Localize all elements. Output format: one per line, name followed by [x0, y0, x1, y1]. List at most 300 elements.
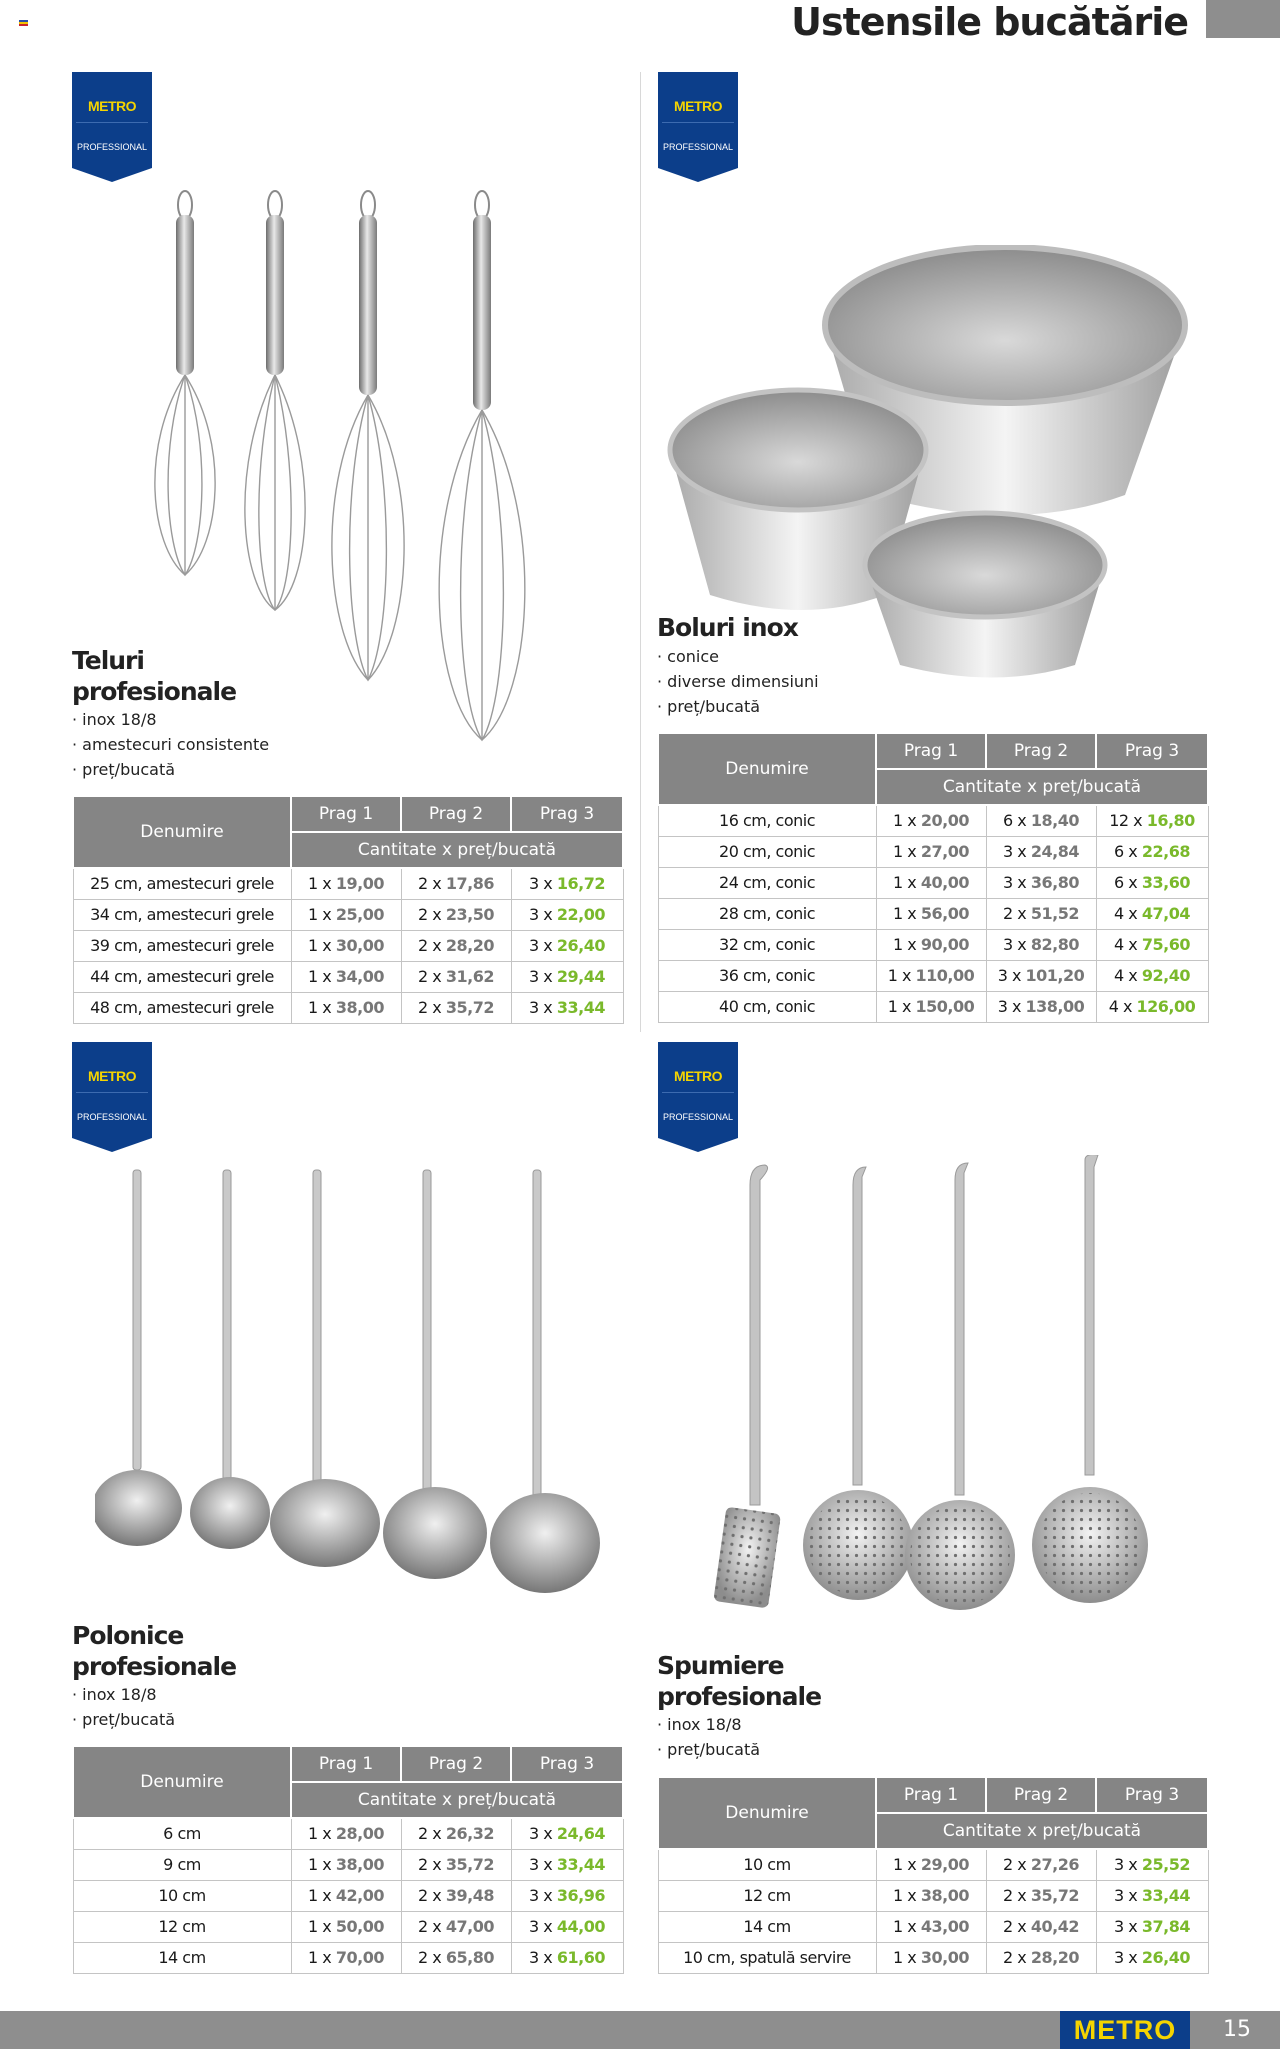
badge-subtitle: PROFESSIONAL	[76, 142, 148, 152]
metro-logo	[1060, 2011, 1190, 2049]
quantity: 4 x	[1114, 966, 1142, 985]
unit-price: 30,00	[920, 1948, 969, 1967]
quantity: 2 x	[1003, 1948, 1031, 1967]
page-number: 15	[1223, 2017, 1251, 2042]
quantity: 3 x	[529, 1824, 557, 1844]
product-title-line: Boluri inox	[657, 613, 798, 642]
feature-item: · inox 18/8	[72, 1685, 157, 1704]
tier-1-price	[291, 992, 401, 1023]
table-row	[658, 991, 1208, 1022]
item-name: 10 cm, spatulă servire	[658, 1942, 876, 1973]
tier-3-price	[1096, 1911, 1208, 1942]
quantity: 1 x	[887, 997, 916, 1016]
table-row	[658, 1849, 1208, 1880]
unit-price: 24,84	[1030, 842, 1079, 861]
unit-price: 33,44	[556, 998, 605, 1017]
quantity: 3 x	[529, 905, 557, 924]
unit-price: 82,80	[1030, 935, 1079, 954]
item-name: 44 cm, amestecuri grele	[73, 961, 291, 992]
unit-price: 51,52	[1030, 904, 1079, 923]
tier-1-price	[291, 868, 401, 899]
feature-item: · inox 18/8	[657, 1715, 742, 1734]
unit-price: 33,44	[1141, 1886, 1190, 1905]
tier-2-price	[401, 899, 511, 930]
quantity: 12 x	[1109, 811, 1147, 831]
unit-price: 28,20	[1030, 1948, 1079, 1967]
tier-1-price	[876, 929, 986, 960]
quantity: 1 x	[887, 966, 916, 985]
metro-professional-badge	[658, 1042, 738, 1154]
tier-2-price	[401, 868, 511, 899]
romania-flag-icon	[19, 20, 28, 26]
tier-1-price	[291, 1880, 401, 1911]
table-row	[658, 867, 1208, 898]
tier-3-price	[511, 1942, 623, 1973]
tier-2-price	[401, 1818, 511, 1849]
quantity: 1 x	[893, 873, 921, 892]
item-name: 25 cm, amestecuri grele	[73, 868, 291, 899]
unit-price: 22,00	[556, 905, 605, 924]
metro-logo-text: METRO	[1073, 2015, 1177, 2045]
tier-2-price	[401, 1911, 511, 1942]
tier-1-price	[876, 805, 986, 836]
tier-2-price	[986, 929, 1096, 960]
header-tier1: Prag 1	[291, 1746, 401, 1782]
ladles-image	[95, 1168, 625, 1603]
unit-price: 44,00	[556, 1917, 605, 1936]
tier-3-price	[1096, 1849, 1208, 1880]
unit-price: 30,00	[335, 936, 384, 955]
item-name: 12 cm	[658, 1880, 876, 1911]
unit-price: 126,00	[1136, 997, 1196, 1016]
quantity: 1 x	[893, 904, 921, 923]
tier-1-price	[291, 1849, 401, 1880]
product-title-line: profesionale	[72, 677, 237, 706]
quantity: 1 x	[308, 998, 336, 1017]
unit-price: 47,00	[445, 1917, 494, 1936]
product-title	[657, 1650, 821, 1712]
unit-price: 38,00	[335, 998, 384, 1017]
unit-price: 28,00	[335, 1824, 384, 1844]
quantity: 1 x	[308, 1855, 336, 1874]
header-tier2: Prag 2	[986, 1777, 1096, 1813]
tier-2-price	[986, 867, 1096, 898]
badge-brand: METRO	[673, 1068, 723, 1084]
quantity: 6 x	[1114, 873, 1142, 892]
product-features	[72, 1682, 175, 1732]
quantity: 3 x	[529, 1917, 557, 1936]
quantity: 3 x	[1003, 842, 1031, 861]
unit-price: 101,20	[1025, 966, 1085, 985]
unit-price: 39,48	[445, 1886, 494, 1905]
feature-item: · conice	[657, 647, 719, 666]
unit-price: 33,44	[556, 1855, 605, 1874]
header-name: Denumire	[73, 1746, 291, 1818]
unit-price: 26,40	[1141, 1948, 1190, 1967]
item-name: 14 cm	[658, 1911, 876, 1942]
quantity: 3 x	[1003, 935, 1031, 954]
tier-3-price	[511, 992, 623, 1023]
tier-2-price	[986, 991, 1096, 1022]
unit-price: 110,00	[915, 966, 975, 985]
feature-item: · amestecuri consistente	[72, 735, 270, 754]
price-table	[657, 1776, 1209, 1974]
unit-price: 70,00	[335, 1948, 384, 1967]
tier-3-price	[1096, 1942, 1208, 1973]
quantity: 2 x	[418, 1886, 446, 1905]
tier-2-price	[986, 898, 1096, 929]
table-row	[658, 960, 1208, 991]
product-title-line: Polonice	[72, 1621, 184, 1650]
product-title	[72, 645, 236, 707]
tier-3-price	[1096, 867, 1208, 898]
header-name: Denumire	[658, 1777, 876, 1849]
unit-price: 65,80	[445, 1948, 494, 1967]
tier-1-price	[291, 1818, 401, 1849]
tier-2-price	[986, 1849, 1096, 1880]
badge-brand: METRO	[87, 1068, 137, 1084]
quantity: 6 x	[1114, 842, 1142, 861]
tier-1-price	[876, 960, 986, 991]
tier-2-price	[401, 1849, 511, 1880]
price-table	[72, 795, 624, 1024]
tier-2-price	[401, 1942, 511, 1973]
table-row	[658, 805, 1208, 836]
skimmers-image	[690, 1155, 1160, 1615]
tier-1-price	[876, 1880, 986, 1911]
quantity: 3 x	[529, 936, 557, 955]
metro-professional-badge	[72, 1042, 152, 1154]
tier-3-price	[1096, 805, 1208, 836]
unit-price: 23,50	[445, 905, 494, 924]
quantity: 1 x	[893, 842, 921, 861]
unit-price: 33,60	[1141, 873, 1190, 892]
tier-2-price	[986, 1911, 1096, 1942]
unit-price: 29,44	[556, 967, 605, 986]
quantity: 2 x	[1003, 1917, 1031, 1936]
table-row	[658, 1942, 1208, 1973]
tier-2-price	[401, 961, 511, 992]
header-tier3: Prag 3	[1096, 1777, 1208, 1813]
item-name: 40 cm, conic	[658, 991, 876, 1022]
feature-item: · preț/bucată	[72, 1710, 176, 1729]
tier-3-price	[511, 1818, 623, 1849]
unit-price: 16,80	[1146, 811, 1195, 831]
unit-price: 150,00	[915, 997, 975, 1016]
tier-1-price	[291, 1942, 401, 1973]
table-row	[73, 961, 623, 992]
item-name: 39 cm, amestecuri grele	[73, 930, 291, 961]
item-name: 16 cm, conic	[658, 805, 876, 836]
unit-price: 27,26	[1030, 1855, 1079, 1875]
item-name: 20 cm, conic	[658, 836, 876, 867]
product-features	[657, 644, 819, 719]
header-tier2: Prag 2	[401, 796, 511, 832]
header-sub: Cantitate x preț/bucată	[876, 769, 1208, 805]
header-tier3: Prag 3	[1096, 733, 1208, 769]
header-tier3: Prag 3	[511, 796, 623, 832]
badge-subtitle: PROFESSIONAL	[76, 1112, 148, 1122]
item-name: 34 cm, amestecuri grele	[73, 899, 291, 930]
item-name: 32 cm, conic	[658, 929, 876, 960]
unit-price: 92,40	[1141, 966, 1190, 985]
tier-1-price	[876, 991, 986, 1022]
tier-1-price	[876, 867, 986, 898]
page-title: Ustensile bucătărie	[791, 0, 1188, 44]
product-title-line: Spumiere	[657, 1651, 784, 1680]
unit-price: 38,00	[920, 1886, 969, 1905]
unit-price: 17,86	[445, 874, 494, 894]
header-sub: Cantitate x preț/bucată	[291, 832, 623, 868]
unit-price: 20,00	[920, 811, 969, 831]
quantity: 3 x	[1114, 1855, 1142, 1875]
tier-2-price	[986, 1880, 1096, 1911]
column-divider	[640, 72, 641, 1032]
quantity: 1 x	[893, 1948, 921, 1967]
tier-2-price	[986, 1942, 1096, 1973]
metro-professional-badge	[72, 72, 152, 184]
quantity: 1 x	[308, 967, 336, 986]
tier-2-price	[986, 960, 1096, 991]
table-row	[73, 992, 623, 1023]
tier-1-price	[291, 961, 401, 992]
unit-price: 31,62	[445, 967, 494, 986]
table-row	[658, 898, 1208, 929]
quantity: 1 x	[308, 1886, 336, 1905]
quantity: 1 x	[893, 811, 921, 831]
unit-price: 56,00	[920, 904, 969, 923]
metro-professional-badge	[658, 72, 738, 184]
table-row	[658, 929, 1208, 960]
quantity: 2 x	[1003, 1855, 1031, 1875]
badge-brand: METRO	[673, 98, 723, 114]
unit-price: 47,04	[1141, 904, 1190, 923]
feature-item: · inox 18/8	[72, 710, 157, 729]
unit-price: 29,00	[920, 1855, 969, 1875]
product-features	[657, 1712, 760, 1762]
quantity: 4 x	[1108, 997, 1137, 1016]
quantity: 1 x	[308, 1948, 336, 1967]
tier-1-price	[876, 1911, 986, 1942]
quantity: 2 x	[418, 936, 446, 955]
item-name: 14 cm	[73, 1942, 291, 1973]
tier-3-price	[1096, 1880, 1208, 1911]
quantity: 3 x	[997, 966, 1026, 985]
unit-price: 40,42	[1030, 1917, 1079, 1936]
table-row	[73, 868, 623, 899]
quantity: 1 x	[308, 905, 336, 924]
quantity: 2 x	[418, 1824, 446, 1844]
unit-price: 35,72	[1030, 1886, 1079, 1905]
tier-2-price	[986, 805, 1096, 836]
unit-price: 25,00	[335, 905, 384, 924]
unit-price: 26,32	[445, 1824, 494, 1844]
item-name: 12 cm	[73, 1911, 291, 1942]
quantity: 1 x	[308, 1824, 336, 1844]
quantity: 1 x	[308, 874, 336, 894]
tier-3-price	[1096, 991, 1208, 1022]
tier-3-price	[1096, 960, 1208, 991]
item-name: 6 cm	[73, 1818, 291, 1849]
quantity: 2 x	[418, 905, 446, 924]
quantity: 2 x	[418, 1917, 446, 1936]
tier-1-price	[876, 1849, 986, 1880]
price-table	[657, 732, 1209, 1023]
unit-price: 43,00	[920, 1917, 969, 1936]
title-accent-bar	[1206, 0, 1280, 38]
unit-price: 37,84	[1141, 1917, 1190, 1936]
quantity: 1 x	[893, 1886, 921, 1905]
quantity: 3 x	[529, 967, 557, 986]
quantity: 2 x	[418, 1855, 446, 1874]
unit-price: 61,60	[556, 1948, 605, 1967]
tier-1-price	[876, 836, 986, 867]
feature-item: · preț/bucată	[72, 760, 176, 779]
feature-item: · diverse dimensiuni	[657, 672, 819, 691]
unit-price: 24,64	[556, 1824, 605, 1844]
quantity: 3 x	[529, 1948, 557, 1967]
table-row	[658, 1880, 1208, 1911]
item-name: 10 cm	[658, 1849, 876, 1880]
unit-price: 19,00	[335, 874, 384, 894]
unit-price: 28,20	[445, 936, 494, 955]
quantity: 3 x	[529, 1855, 557, 1874]
product-title	[657, 612, 798, 643]
unit-price: 42,00	[335, 1886, 384, 1905]
quantity: 3 x	[1114, 1948, 1142, 1967]
header-name: Denumire	[658, 733, 876, 805]
quantity: 3 x	[1114, 1917, 1142, 1936]
tier-3-price	[511, 1911, 623, 1942]
quantity: 1 x	[893, 1917, 921, 1936]
badge-brand: METRO	[87, 98, 137, 114]
header-tier1: Prag 1	[876, 733, 986, 769]
tier-3-price	[511, 930, 623, 961]
quantity: 3 x	[529, 998, 557, 1017]
tier-2-price	[986, 836, 1096, 867]
item-name: 24 cm, conic	[658, 867, 876, 898]
tier-3-price	[511, 1849, 623, 1880]
tier-3-price	[1096, 836, 1208, 867]
quantity: 2 x	[418, 998, 446, 1017]
quantity: 3 x	[529, 874, 557, 894]
unit-price: 27,00	[920, 842, 969, 861]
item-name: 36 cm, conic	[658, 960, 876, 991]
item-name: 28 cm, conic	[658, 898, 876, 929]
quantity: 1 x	[893, 935, 921, 954]
header-sub: Cantitate x preț/bucată	[291, 1782, 623, 1818]
unit-price: 26,40	[556, 936, 605, 955]
item-name: 9 cm	[73, 1849, 291, 1880]
quantity: 2 x	[418, 967, 446, 986]
price-table	[72, 1745, 624, 1974]
unit-price: 22,68	[1141, 842, 1190, 861]
tier-1-price	[291, 930, 401, 961]
table-row	[73, 1942, 623, 1973]
quantity: 3 x	[997, 997, 1026, 1016]
unit-price: 75,60	[1141, 935, 1190, 954]
feature-item: · preț/bucată	[657, 1740, 761, 1759]
tier-1-price	[291, 899, 401, 930]
quantity: 6 x	[1003, 811, 1031, 831]
tier-3-price	[511, 961, 623, 992]
unit-price: 35,72	[445, 1855, 494, 1874]
table-row	[73, 1849, 623, 1880]
unit-price: 40,00	[920, 873, 969, 892]
unit-price: 25,52	[1141, 1855, 1190, 1875]
unit-price: 18,40	[1030, 811, 1079, 831]
tier-3-price	[1096, 898, 1208, 929]
unit-price: 90,00	[920, 935, 969, 954]
tier-3-price	[1096, 929, 1208, 960]
product-title	[72, 1620, 236, 1682]
table-row	[658, 1911, 1208, 1942]
unit-price: 138,00	[1025, 997, 1085, 1016]
table-row	[73, 899, 623, 930]
item-name: 10 cm	[73, 1880, 291, 1911]
header-tier2: Prag 2	[401, 1746, 511, 1782]
unit-price: 34,00	[335, 967, 384, 986]
tier-3-price	[511, 899, 623, 930]
quantity: 1 x	[893, 1855, 921, 1875]
header-name: Denumire	[73, 796, 291, 868]
quantity: 1 x	[308, 936, 336, 955]
unit-price: 16,72	[556, 874, 605, 894]
product-title-line: Teluri	[72, 646, 144, 675]
quantity: 2 x	[418, 874, 446, 894]
header-tier1: Prag 1	[876, 1777, 986, 1813]
header-tier3: Prag 3	[511, 1746, 623, 1782]
item-name: 48 cm, amestecuri grele	[73, 992, 291, 1023]
header-tier2: Prag 2	[986, 733, 1096, 769]
tier-2-price	[401, 1880, 511, 1911]
table-row	[658, 836, 1208, 867]
unit-price: 35,72	[445, 998, 494, 1017]
quantity: 3 x	[1114, 1886, 1142, 1905]
product-title-line: profesionale	[72, 1652, 237, 1681]
quantity: 4 x	[1114, 935, 1142, 954]
tier-3-price	[511, 868, 623, 899]
table-row	[73, 1911, 623, 1942]
quantity: 3 x	[1003, 873, 1031, 892]
unit-price: 36,96	[556, 1886, 605, 1905]
product-title-line: profesionale	[657, 1682, 822, 1711]
tier-1-price	[291, 1911, 401, 1942]
product-features	[72, 707, 269, 782]
feature-item: · preț/bucată	[657, 697, 761, 716]
header-tier1: Prag 1	[291, 796, 401, 832]
unit-price: 50,00	[335, 1917, 384, 1936]
badge-subtitle: PROFESSIONAL	[662, 1112, 734, 1122]
tier-2-price	[401, 992, 511, 1023]
badge-subtitle: PROFESSIONAL	[662, 142, 734, 152]
quantity: 1 x	[308, 1917, 336, 1936]
tier-1-price	[876, 898, 986, 929]
quantity: 2 x	[1003, 1886, 1031, 1905]
tier-1-price	[876, 1942, 986, 1973]
quantity: 2 x	[1003, 904, 1031, 923]
quantity: 4 x	[1114, 904, 1142, 923]
header-sub: Cantitate x preț/bucată	[876, 1813, 1208, 1849]
table-row	[73, 1818, 623, 1849]
quantity: 2 x	[418, 1948, 446, 1967]
quantity: 3 x	[529, 1886, 557, 1905]
unit-price: 36,80	[1030, 873, 1079, 892]
tier-2-price	[401, 930, 511, 961]
table-row	[73, 930, 623, 961]
table-row	[73, 1880, 623, 1911]
tier-3-price	[511, 1880, 623, 1911]
